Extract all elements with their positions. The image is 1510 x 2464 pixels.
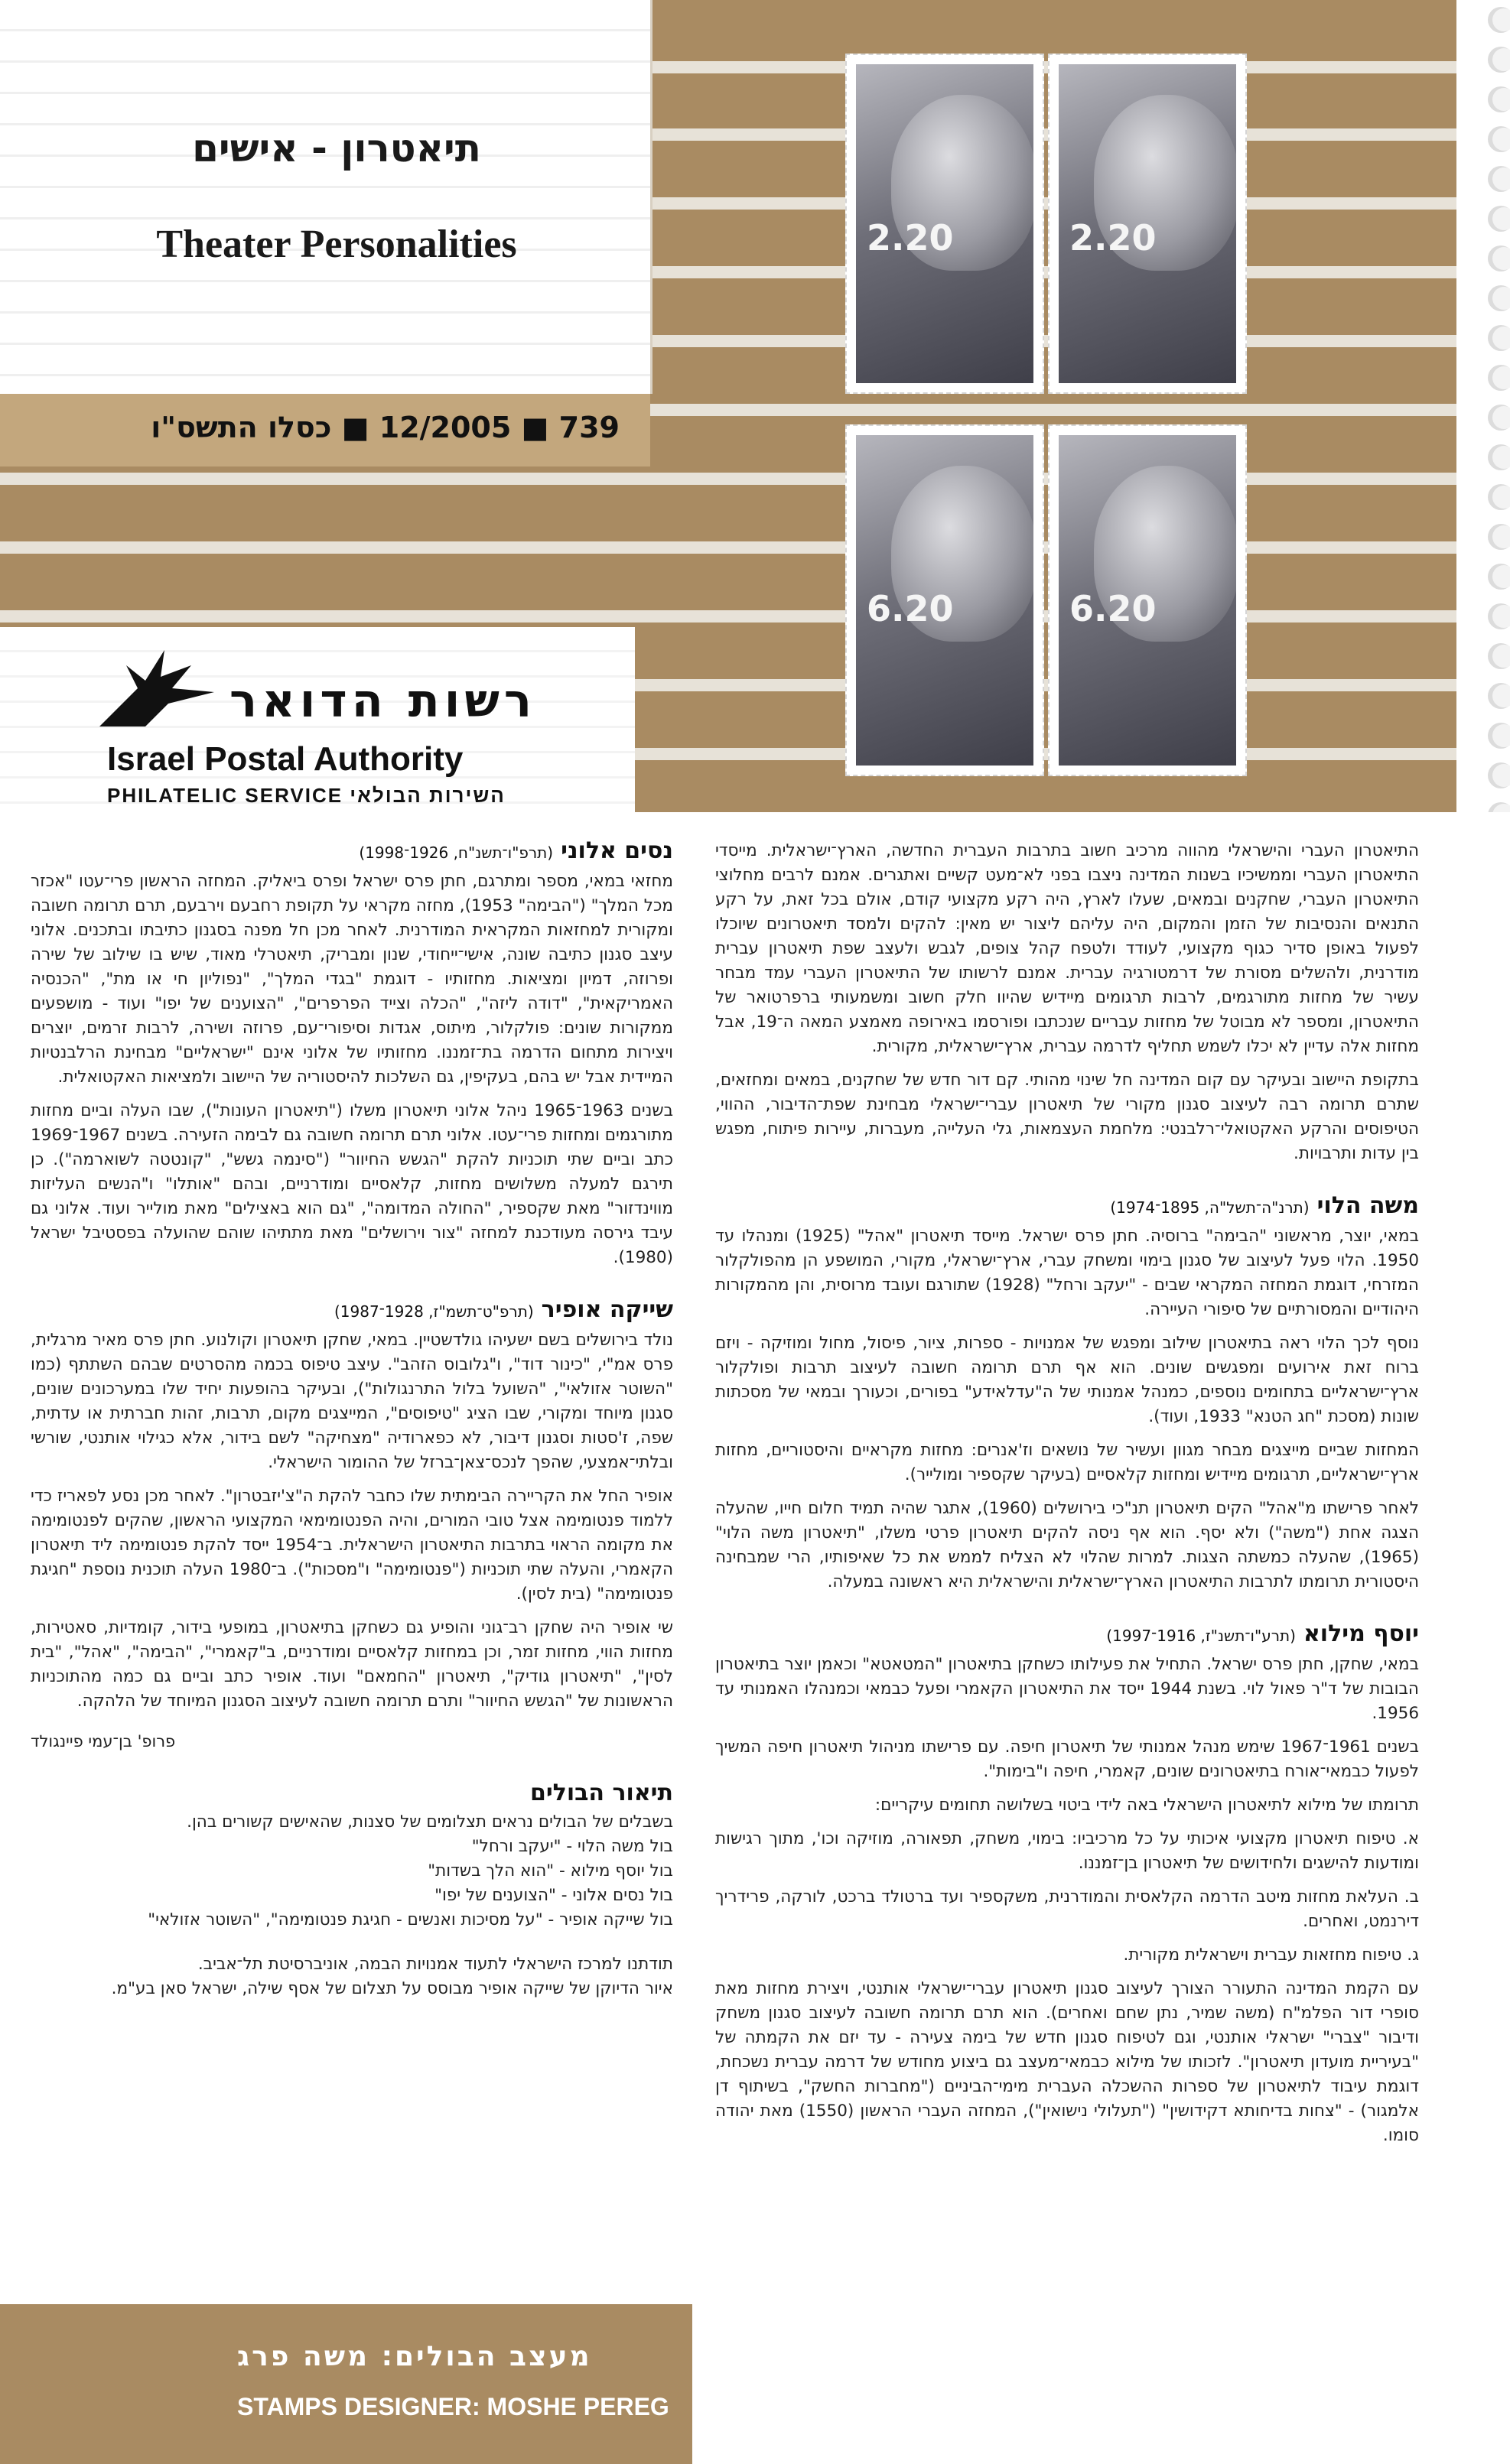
title-hebrew: תיאטרון - אישים	[192, 126, 481, 171]
list-item: בול שייקה אופיר - "על מסיכות ואנשים - חגיגת פנטומימה", "השוטר אזולאי"	[148, 1910, 673, 1929]
thanks-line: תודתנו למרכז הישראלי לתעוד אמנויות הבמה, אוניברסיטת תל־אביב.	[197, 1955, 673, 1974]
intro-paragraph: התיאטרון העברי והישראלי מהווה מרכיב חשוב בתרבות העברית החדשה, הארץ־ישראלית. מייסדי התיאטרון העברי וממשיכיו בשנות המדינה ניצבו בפני לא־מעט קשיים ואתגרים. אמנם לרבים מחלוצי התיאטרון העברי, שחקנים ובמאים, שעלו לארץ, היה רקע מקצועי קודם, אולם בכל זאת, על רקע התנאים והנסיבות של הזמן והמקום, היה עליהם ליצור יש מאין: להקים ולמסד תיאטרונים שיוכלו לפעול באופן סדיר כגוף מקצועי, לעודד ולטפח קהל צופים, לגבש ולעצב שפת תיאטרון עברית מודרנית, ולהשלים מסורת של דרמטורגיה עברית. אמנם לרשותו של התיאטרון העברי עמד מבחר עשיר של מחזות מתורגמים, לרבות תרגומים מיידיש שהיוו חלק חשוב ומשמעותי ברפרטואר של התיאטרון, ומספר לא מבוטל של מחזות עבריים שנכתבו ופורסמו באירופה מאמצע המאה ה־19, אבל מחזות אלה עדיין לא יכלו לשמש תחליף לדרמה עברית, ארץ־ישראלית, מקורית.	[715, 841, 1419, 1056]
paragraph: במאי, שחקן, חתן פרס ישראל. התחיל את פעילותו כשחקן בתיאטרון "המטאטא" וכאמן יוצר בתיאטרון הבובות של ד"ר פאול לוי. בשנת 1944 ייסד את התיאטרון הקאמרי ופעל כבמאי וכמנהלו האמנותי עד 1956.	[715, 1655, 1419, 1723]
stamp-levy	[1048, 54, 1247, 394]
stamp-artwork	[1059, 64, 1236, 383]
logo-hebrew: רשות הדואר	[229, 675, 536, 728]
paragraph: ג. טיפוח מחזאות עברית וישראלית מקורית.	[1123, 1946, 1419, 1965]
title-english: Theater Personalities	[156, 223, 517, 266]
paragraph: א. טיפוח תיאטרון מקצועי איכותי על כל מרכיביו: בימוי, משחק, תפאורה, מוזיקה וכו', מתוך רגישות ומודעות להישגים ולחידושים של תיאטרון בן־זמננו.	[715, 1829, 1419, 1873]
text-body	[0, 812, 1510, 2464]
designer-hebrew: מעצב הבולים: משה פרג	[237, 2341, 592, 2372]
stamp-artwork	[1059, 435, 1236, 766]
section-heading-aloni: נסים אלוני(תרפ"ו־תשנ"ח, 1926־1998)	[359, 837, 673, 864]
stripe	[0, 541, 1510, 554]
ruled-lines	[0, 0, 650, 394]
section-heading-stamps: תיאור הבולים	[529, 1780, 673, 1806]
logo-subtitle: PHILATELIC SERVICE השירות הבולאי	[107, 784, 506, 807]
stamp-price: 2.20	[867, 217, 954, 258]
thanks-line: איור הדיוקן של שייקה אופיר מבוסס על תצלום של אסף שילה, ישראל סאן בע"מ.	[111, 1979, 673, 1998]
brochure-header	[0, 0, 1510, 812]
left-column	[31, 839, 673, 2001]
stamp-milo	[1048, 424, 1247, 776]
paragraph: מחזאי במאי, מספר ומתרגם, חתן פרס ישראל ופרס ביאליק. המחזה הראשון פרי־עטו "אכזר מכל המלך" ("הבימה" 1953), מחזה מקראי על תקופת רחבעם וירבעם, תרם תרומה חשובה ומקורית למחזאות המקראית המודרנית. לאחר מכן חל מפנה בסגנון כתיבתו ובתכנים. אלוני עיצב סגנון כתיבה שונה, אישי־ייחודי, שנון ומבריק, תיאטרלי מאוד, שיש בו שילוב של שירה ופרוזה, דמיון ומציאות. מחזותיו - דוגמת "בגדי המלך", "נפוליון חי או מת", "הכנסיה האמריקאית", "דודה ליזה", "הכלה וצייד הפרפרים", "הצוענים של יפו" ועוד - מושפעים ממקורות שונים: פולקלור, מיתוס, אגדות וסיפורי־עם, פרוזה ושירה, לרבות זרמים, יוצרים ויצירות מתחום הדרמה בת־זמננו. מחזותיו של אלוני אינם "ישראליים" מבחינת הרלבנטיות המיידית אבל יש בהם, בעקיפין, גם השלכות להיסטוריה של היישוב ולמציאות האקטואלית.	[31, 872, 673, 1087]
paragraph: שי אופיר היה שחקן רב־גוני והופיע גם כשחקן בתיאטרון, במופעי בידור, קומדיות, סאטירות, מחזות הווי, מחזות זמר, וכן במחזות קלאסיים ומודרניים, ב"קאמרי", "הבימה", "אהל", "בית לסין", "תיאטרון גודיק", תיאטרון "החמאם" ועוד. אופיר כתב וביים גם כמה מהתוכניות הראשונות של "הגשש החיוור" ותרם תרומה חשובה לעיצוב הסגנון המיוחד של הלהקה.	[31, 1618, 673, 1711]
stripe	[0, 473, 1510, 485]
thanks-block	[31, 1952, 673, 2001]
stamps-list	[31, 1835, 673, 1933]
paragraph: בשנים 1963־1965 ניהל אלוני תיאטרון משלו ("תיאטרון העונות"), שבו העלה וביים מחזות מתורגמים ומחזות פרי־עטו. אלוני תרם תרומה חשובה גם לבימה הזעירה. בשנים 1967־1969 כתב וביים שתי תוכניות להקת "הגשש החיוור" ("סינמה גשש", "קונטטה לשוארמה"). כן תירגם למעלה משלושים מחזות, קלאסיים ומודרניים, ובהם "אותלו" ו"הנשים העליזות מווינדזור" מאת שקספיר, "החולה המדומה", "גם הוא באצילים" מאת מולייר ועוד. אלוני גם עיבד גירסה מעודכנת למחזה "צור וירושלים" מאת מתתיהו שוהם שהועלה בפסטיבל ישראל (1980).	[31, 1101, 674, 1267]
section-heading-ofir: שייקה אופיר(תרפ"ט־תשמ"ז, 1928־1987)	[334, 1296, 673, 1323]
stamp-aloni	[845, 54, 1044, 394]
paragraph: ב. העלאת מחזות מיטב הדרמה הקלאסית והמודרנית, משקספיר ועד ברטולד ברכט, לורקה, פרידריך דירנמט, ואחרים.	[715, 1887, 1419, 1931]
right-column	[715, 839, 1419, 2157]
issue-row	[0, 394, 650, 466]
stamps-intro: בשבלים של הבולים נראים תצלומים של סצנות, שהאישים קשורים בהן.	[187, 1812, 673, 1832]
deer-logo-icon	[92, 642, 222, 734]
stamp-artwork	[856, 435, 1033, 766]
author-signature: פרופ' בן־עמי פיינגולד	[31, 1732, 176, 1750]
stamp-ofir	[845, 424, 1044, 776]
stripe	[0, 610, 1510, 623]
stamp-artwork	[856, 64, 1033, 383]
stamp-price: 2.20	[1069, 217, 1157, 258]
title-card	[0, 0, 652, 394]
paragraph: אופיר החל את הקריירה הבימתית שלו כחבר להקת ה"צ'יזבטרון". לאחר מכן נסע לפאריז כדי ללמוד פנטומימה אצל טובי המורים, והיה הפנטומימאי המקצועי הראשון, שהקים לפנטומימה את מקומה הראוי בתרבות התיאטרון הישראלית. ב־1954 ייסד להקת פנטומימה ליד תיאטרון הקאמרי, והעלה שתי תוכניות ("פנטומימה" ו"מסכות"). ב־1980 העלה תוכנית נוספת "חגיגת פנטומימה" (בית לסין).	[31, 1487, 674, 1604]
stamp-price: 6.20	[1069, 588, 1157, 629]
intro-paragraph: בתקופת היישוב ובעיקר עם קום המדינה חל שינוי מהותי. קם דור חדש של שחקנים, במאים ומחזאים, שתרם תרומה רבה לעיצוב סגנון מקורי של תיאטרון עברי־ישראלי מבחינת שפת־הדיבור, ההווי, הטיפוסים והרקע האקטואלי־רלבנטי: מלחמת העצמאות, גלי העלייה, מעברות, עיירות פיתוח, מפגש בין עדות ותרבויות.	[715, 1071, 1419, 1163]
paragraph: תרומתו של מילוא לתיאטרון הישראלי באה לידי ביטוי בשלושה תחומים עיקריים:	[874, 1796, 1419, 1815]
paragraph: בשנים 1961־1967 שימש מנהל אמנותי של תיאטרון חיפה. עם פרישתו מניהול תיאטרון חיפה המשיך לפעול כבמאי־אורח בתיאטרונים שונים, קאמרי, חיפה ו"בימות".	[715, 1737, 1419, 1781]
postal-logo-card	[0, 627, 635, 812]
issue-line: 739 ■ 12/2005 ■ כסלו התשס"ו	[151, 411, 620, 444]
paragraph: במאי, יוצר, מראשוני "הבימה" ברוסיה. חתן פרס ישראל. מייסד תיאטרון "אהל" (1925) ומנהלו עד 1950. הלוי פעל לעיצוב של סגנון בימוי ומשחק עברי, ארץ־ישראלי, מקורי, המושפע הן מהפולקלור המזרחי, דוגמת המחזה המקראי שבים - "יעקב ורחל" (1928) שתורגם ועובד מרוסית, והן מהמקורות היהודיים והמסורתיים של סיפורי העיירה.	[715, 1227, 1419, 1319]
paragraph: לאחר פרישתו מ"אהל" הקים תיאטרון תנ"כי בירושלים (1960), אתגר שהיה תמיד חלום חייו, שהעלה הצגה אחת ("משה") ולא יסף. הוא אף ניסה להקים תיאטרון פרטי משלו, "תיאטרון משה הלוי" (1965), שהעלה כמשתה הצגות. למרות שהלוי לא הצליח לממש את כל שאיפותיו, הרי שמבחינה היסטורית תרומתו לתרבות התיאטרון הארץ־ישראלית והישראלית היא ראשונה במעלה.	[715, 1499, 1419, 1591]
logo-english: Israel Postal Authority	[107, 740, 464, 778]
list-item: בול יוסף מילוא - "הוא הלך בשדות"	[428, 1861, 673, 1881]
list-item: בול נסים אלוני - "הצוענים של יפו"	[434, 1886, 673, 1905]
section-heading-milo: יוסף מילוא(תרע"ו־תשנ"ז, 1916־1997)	[1106, 1620, 1419, 1647]
section-heading-levy: משה הלוי(תרנ"ה־תשל"ה, 1895־1974)	[1110, 1192, 1419, 1219]
stamp-price: 6.20	[867, 588, 954, 629]
paragraph: נולד בירושלים בשם ישעיהו גולדשטיין. במאי, שחקן תיאטרון וקולנוע. חתן פרס מאיר מרגלית, פרס אמ"י, "כינור דוד", ו"גלובוס הזהב". עיצב טיפוס בכמה מהסרטים שבהם השתתף (כמו "השוטר אזולאי", "השועל בלול התרנגולות"), ובעיקר בהופעות יחיד שלו במערכונים שונים, סגנון מיוחד ומקורי, שבו הציג "טיפוסים", המייצגים מקום, תרבות, זהות חברתית או עדתית, שפה, ז'סטות וסגנון דיבור, לא כפארודיה "מצחיקה" לשם בידור, אלא כגילוי אותנטי, שורשי ובלתי־אמצעי, שהפך לנכס־צאן־ברזל של ההומור הישראלי.	[31, 1331, 673, 1472]
paragraph: נוסף לכך הלוי ראה בתיאטרון שילוב ומפגש של אמנויות - ספרות, ציור, פיסול, מחול ומוזיקה - ויזם ברוח זאת אירועים ומפגשים שונים. הוא אף תרם תרומה חשובה לעיצוב תרבות ופולקלור ארץ־ישראליים בתחומים נוספים, כמנהל אמנותי של ה"עדלאידע" בפורים, וכעורך ובמאי של מסכתות שונות (מסכת "חג הטנא" 1933, ועוד).	[715, 1334, 1419, 1426]
list-item: בול משה הלוי - "יעקב ורחל"	[471, 1837, 673, 1856]
paragraph: עם הקמת המדינה התעורר הצורך לעיצוב סגנון תיאטרון עברי־ישראלי אותנטי, ויצירת מחזות מאת סופרי דור הפלמ"ח (משה שמיר, נתן שחם ואחרים). הוא תרם תרומה חשובה לעיצוב סגנון משחק ודיבור "צברי" ישראלי אותנטי, וגם לטיפוח סגנון חדש של בימה צעירה - עד יזם את הקמתה של "בעיריית מועדון תיאטרון". לזכותו של מילוא כבמאי־מעצב גם ביצוע מחודש של דרמה עברית נשכחת, דוגמת עיבוד לתיאטרון של ספרות ההשכלה העברית מימי־הביניים ("מחברות החשק", בשיתוף דן אלמגור) - "צחות בדיחותא דקידושין" ("תעלולי נישואין"), המחזה העברי הראשון (1550) מאת יהודה סומו.	[715, 1979, 1419, 2145]
paragraph: המחזות שביים מייצגים מבחר מגוון ועשיר של נושאים וז'אנרים: מחזות מקראיים והיסטוריים, מחזות ארץ־ישראליים, תרגומים מיידיש ומחזות קלאסיים (בעיקר שקספיר ומולייר).	[715, 1441, 1419, 1484]
designer-band	[0, 2304, 692, 2464]
designer-english: STAMPS DESIGNER: MOSHE PEREG	[237, 2393, 669, 2420]
